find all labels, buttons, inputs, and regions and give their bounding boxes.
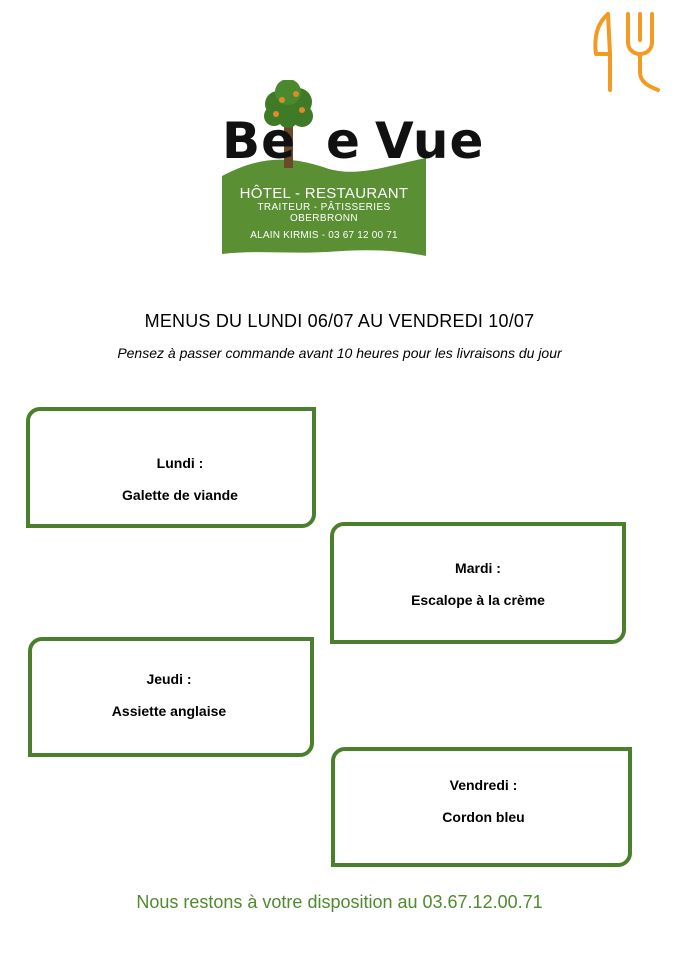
menu-dish: Galette de viande [122, 487, 238, 503]
menu-day: Vendredi : [449, 777, 518, 793]
logo-town: OBERBRONN [289, 213, 359, 224]
logo-contact: ALAIN KIRMIS - 03 67 12 00 71 [250, 230, 398, 241]
menu-day: Lundi : [156, 455, 204, 471]
order-note: Pensez à passer commande avant 10 heures pour les livraisons du jour [117, 345, 562, 361]
cutlery-icon [588, 10, 664, 94]
logo-brand: Be e Vue [222, 112, 485, 170]
menu-dish: Assiette anglaise [111, 703, 227, 719]
menu-card-lundi [26, 407, 316, 528]
page-title: MENUS DU LUNDI 06/07 AU VENDREDI 10/07 [144, 311, 535, 331]
logo-band [222, 185, 426, 254]
menu-day: Mardi : [455, 560, 501, 576]
menu-dish: Escalope à la crème [411, 592, 545, 608]
menu-card-mardi [330, 522, 626, 644]
menu-card-jeudi [28, 637, 314, 757]
footer-contact: Nous restons à votre disposition au 03.67.12.00.71 [136, 892, 543, 912]
logo-services: TRAITEUR - PÂTISSERIES [257, 202, 391, 213]
menu-dish: Cordon bleu [442, 809, 525, 825]
hotel-logo [216, 80, 485, 260]
menu-day: Jeudi : [146, 671, 192, 687]
logo-subtitle: HÔTEL - RESTAURANT [239, 185, 409, 202]
menu-card-vendredi [331, 747, 632, 867]
